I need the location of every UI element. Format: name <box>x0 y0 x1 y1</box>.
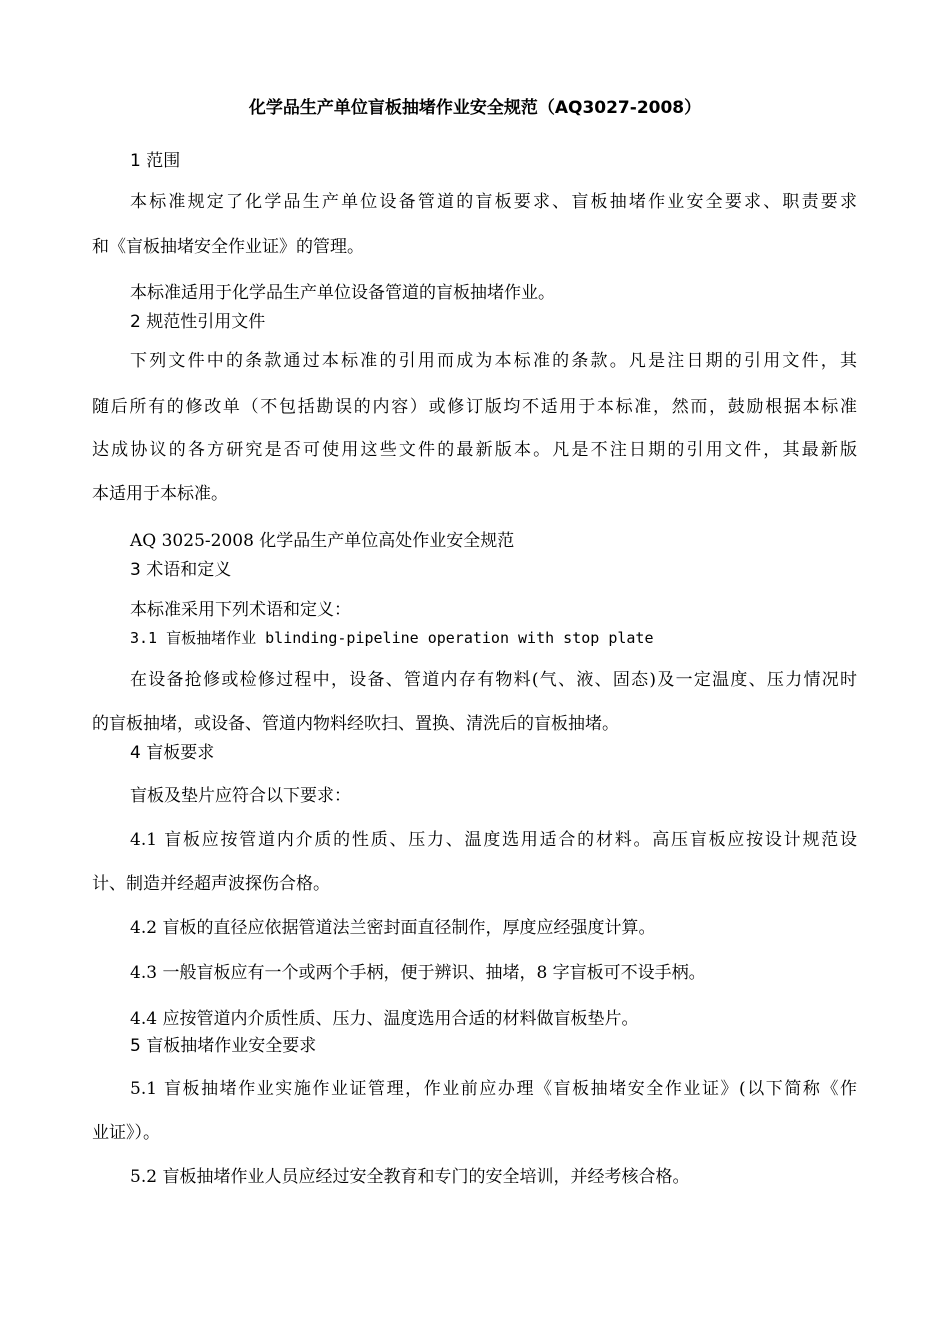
section-1-paragraph-1-line-1: 本标准规定了化学品生产单位设备管道的盲板要求、盲板抽堵作业安全要求、职责要求 <box>130 192 857 212</box>
clause-5-1-line-2: 业证》）。 <box>92 1123 160 1143</box>
section-3-definition-line-1: 在设备抢修或检修过程中，设备、管道内存有物料(气、液、固态)及一定温度、压力情况时 <box>130 670 857 690</box>
clause-5-1-line-1: 5.1 盲板抽堵作业实施作业证管理，作业前应办理《盲板抽堵安全作业证》(以下简称《作 <box>130 1079 857 1099</box>
section-4-intro: 盲板及垫片应符合以下要求： <box>130 786 351 806</box>
section-2-reference: AQ 3025-2008 化学品生产单位高处作业安全规范 <box>130 531 515 551</box>
section-3-term-3-1: 3.1 盲板抽堵作业 blinding-pipeline operation with stop plate <box>130 629 654 647</box>
section-2-paragraph-line-2: 随后所有的修改单（不包括勘误的内容）或修订版均不适用于本标准，然而，鼓励根据本标准 <box>92 397 857 417</box>
clause-4-3: 4.3 一般盲板应有一个或两个手柄，便于辨识、抽堵，8 字盲板可不设手柄。 <box>130 963 706 983</box>
clause-4-2: 4.2 盲板的直径应依据管道法兰密封面直径制作，厚度应经强度计算。 <box>130 918 656 938</box>
clause-4-1-line-2: 计、制造并经超声波探伤合格。 <box>92 874 330 894</box>
document-title: 化学品生产单位盲板抽堵作业安全规范（AQ3027-2008） <box>248 98 702 118</box>
section-1-paragraph-1-line-2: 和《盲板抽堵安全作业证》的管理。 <box>92 237 364 257</box>
section-3-heading: 3 术语和定义 <box>130 560 232 580</box>
section-4-heading: 4 盲板要求 <box>130 743 215 763</box>
section-1-heading: 1 范围 <box>130 151 181 171</box>
clause-5-2: 5.2 盲板抽堵作业人员应经过安全教育和专门的安全培训，并经考核合格。 <box>130 1167 690 1187</box>
section-2-paragraph-line-4: 本适用于本标准。 <box>92 484 228 504</box>
section-3-paragraph-1: 本标准采用下列术语和定义： <box>130 600 351 620</box>
clause-4-1-line-1: 4.1 盲板应按管道内介质的性质、压力、温度选用适合的材料。高压盲板应按设计规范设 <box>130 830 857 850</box>
section-1-paragraph-2: 本标准适用于化学品生产单位设备管道的盲板抽堵作业。 <box>130 283 555 303</box>
section-3-definition-line-2: 的盲板抽堵，或设备、管道内物料经吹扫、置换、清洗后的盲板抽堵。 <box>92 714 619 734</box>
clause-4-4: 4.4 应按管道内介质性质、压力、温度选用合适的材料做盲板垫片。 <box>130 1009 639 1029</box>
section-5-heading: 5 盲板抽堵作业安全要求 <box>130 1036 317 1056</box>
section-2-heading: 2 规范性引用文件 <box>130 312 266 332</box>
section-2-paragraph-line-1: 下列文件中的条款通过本标准的引用而成为本标准的条款。凡是注日期的引用文件，其 <box>130 351 857 371</box>
section-2-paragraph-line-3: 达成协议的各方研究是否可使用这些文件的最新版本。凡是不注日期的引用文件，其最新版 <box>92 440 857 460</box>
